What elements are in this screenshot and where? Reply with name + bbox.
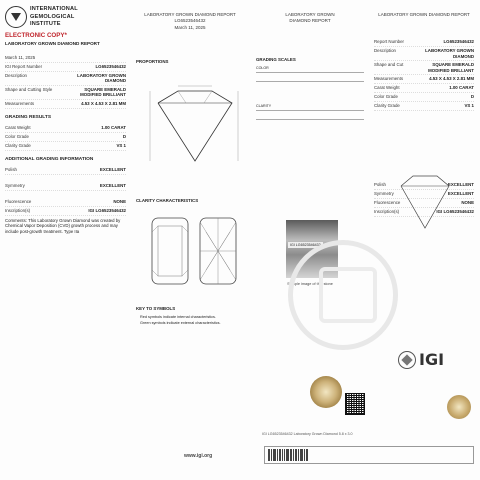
right-summary-2-value: NONE [461,200,474,206]
qr-code-icon[interactable] [345,393,365,415]
hologram-seal-icon [310,376,342,408]
igi-logo [398,350,444,369]
symmetry-row: Symmetry EXCELLENT [5,182,126,191]
right-summary-value: LG6523546432 [443,39,474,45]
right-summary-label: Clarity Grade [374,103,400,109]
inscription-row: Inscription(s) IGI LG6523546432 [5,207,126,216]
shape-row: Shape and Cutting Style SQUARE EMERALD MODIFIED BRILLIANT [5,86,126,100]
website-url[interactable]: www.igi.org [184,453,213,459]
grading-scales-box [256,66,364,128]
right-hologram-icon [447,395,471,419]
stone-photo-tag: IGI LG6523546432 [290,243,321,247]
proportions-title: PROPORTIONS [136,58,169,64]
color-scale [256,72,364,90]
right-summary-value: D [470,94,474,100]
right-summary-row [374,75,474,84]
proportions-diagram [140,83,240,168]
right-summary-row [374,61,474,75]
right-summary-2-label: Polish [374,182,386,188]
right-proportion-diagram [395,172,455,232]
igi-emblem-icon [5,6,27,28]
right-summary-row [374,47,474,61]
right-summary-value: LABORATORY GROWN DIAMOND [425,48,474,59]
carat-row: Carat Weight 1.00 CARAT [5,124,126,133]
polish-row: Polish EXCELLENT [5,166,126,175]
right-summary-label: Carat Weight [374,85,400,91]
right-summary-row [374,102,474,111]
fluorescence-row: Fluorescence NONE [5,198,126,207]
igi-header [5,6,126,29]
org-line-1: INTERNATIONAL [30,6,78,12]
right-summary-row [374,38,474,47]
report-date: March 11, 2025 [5,54,36,60]
description-row: Description LABORATORY GROWN DIAMOND [5,72,126,86]
right-summary-value: SQUARE EMERALD MODIFIED BRILLIANT [428,62,474,73]
color-row: Color Grade D [5,133,126,142]
report-type: LABORATORY GROWN DIAMOND REPORT [5,40,100,46]
right-summary-2-value: IGI LG6523546432 [436,209,474,215]
report-number: LG6523546432 [95,63,126,69]
left-column [0,0,130,480]
org-line-3: INSTITUTE [30,21,61,28]
igi-logo-text: IGI [419,350,445,369]
scale-color-label: COLOR [256,65,269,70]
right-summary-label: Report Number [374,39,405,45]
right-summary-2-label: Symmetry [374,191,394,197]
right-summary-2-value: EXCELLENT [447,191,474,197]
third-footer-text: IGI LG6523546432 Laboratory Grown Diamond 5.8 x 3.0 [262,432,353,436]
right-summary-label: Measurements [374,76,404,82]
right-summary-value: 4.53 X 4.53 X 2.81 MM [429,76,474,82]
org-line-2: GEMOLOGICAL [30,13,75,20]
right-summary-2-value: EXCELLENT [447,182,474,188]
right-summary-row [374,93,474,102]
key-line-2: Green symbols indicate external characteristics. [140,320,221,325]
right-summary-value: VS 1 [464,103,474,109]
right-summary-label: Color Grade [374,94,398,100]
third-header: LABORATORY GROWN DIAMOND REPORT [285,12,335,24]
clarity-scale [256,110,364,128]
igi-logo-icon [398,351,416,369]
report-number-row: IGI Report Number LG6523546432 [5,63,126,72]
key-to-symbols-title: KEY TO SYMBOLS [136,306,176,311]
right-summary-value: 1.00 CARAT [449,85,474,91]
right-header: LABORATORY GROWN DIAMOND REPORT [378,12,470,17]
additional-info-title: ADDITIONAL GRADING INFORMATION [5,156,94,162]
middle-header: LABORATORY GROWN DIAMOND REPORT LG6523546432 March 11, 2025 [144,12,236,30]
right-summary-label: Shape and Cut [374,62,404,68]
right-summary [374,38,474,111]
right-summary-label: Description [374,48,396,54]
measurements-row: Measurements 4.53 X 4.53 X 2.81 MM [5,100,126,109]
comments-text: Comments: This Laboratory Grown Diamond was created by Chemical Vapor Deposition (CVD) growth process and may include post-growth treatment. Type IIa [5,217,121,235]
scale-clarity-label: CLARITY [256,103,272,108]
right-summary-2-label: Fluorescence [374,200,401,206]
right-summary-row [374,84,474,93]
grading-results-title: GRADING RESULTS [5,114,52,120]
stone-photo-caption: Sample image of this stone [287,282,333,286]
report-date-row [5,54,126,63]
grading-scales-title: GRADING SCALES [256,56,296,62]
key-line-1: Red symbols indicate internal characteristics. [140,315,216,319]
right-summary-2-label: Inscription(s) [374,209,400,215]
clarity-characteristics-title: CLARITY CHARACTERISTICS [136,198,199,203]
clarity-plot-diagram [146,212,246,292]
clarity-row: Clarity Grade VS 1 [5,142,126,151]
electronic-copy-label: ELECTRONIC COPY* [5,31,67,39]
